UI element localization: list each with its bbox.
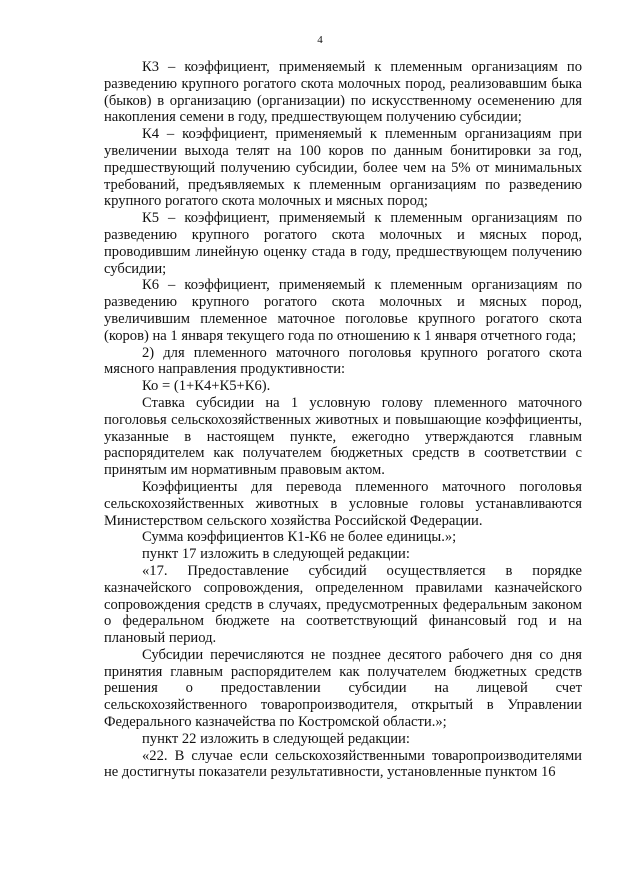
formula: Ко = (1+К4+К5+К6). — [142, 378, 271, 395]
paragraph-k6: К6 – коэффициент, применяемый к племенным организациям по разведению крупного рогатого скота молочных и мясных пород, увеличившим племенное маточное поголовье крупного рогатого скота (коров) на 1 января текущего года по отношению к 1 января отчетного года; — [104, 277, 582, 344]
paragraph-k5: К5 – коэффициент, применяемый к племенным организациям по разведению крупного рогатого скота молочных и мясных пород, проводившим линейную оценку стада в году, предшествующем получению субсидии; — [104, 210, 582, 277]
paragraph-item-22: «22. В случае если сельскохозяйственными товаропроизводителями не достигнуты показатели результативности, установленные пунктом 16 — [104, 747, 582, 781]
paragraph-k4: К4 – коэффициент, применяемый к племенным организациям при увеличении выхода телят на 100 коров по данным бонитировки за год, предшествующий получению субсидии, более чем на 5% от минимальных требований, предъявляемых к племенным организациям по разведению крупного рогатого скота молочных и мясных пород; — [104, 126, 582, 210]
paragraph-coefficient-sum: Сумма коэффициентов К1-К6 не более единицы.»; — [142, 529, 457, 546]
paragraph-item-22-intro: пункт 22 изложить в следующей редакции: — [142, 730, 410, 747]
paragraph-subsidy-transfer: Субсидии перечисляются не позднее десятого рабочего дня со дня принятия главным распорядителем как получателем бюджетных средств решения о предоставлении субсидии на лицевой счет сельскохозяйственного товаропроизводителя, открытый в Управлении Федерального казначейства по Костромской области.»; — [104, 646, 582, 731]
document-body — [104, 59, 582, 781]
paragraph-k3: К3 – коэффициент, применяемый к племенным организациям по разведению крупного рогатого скота молочных пород, реализовавшим быка (быков) в организацию (организации) по искусственному осеменению для накопления семени в году, предшествующем получению субсидии; — [104, 59, 582, 126]
paragraph-item-17: «17. Предоставление субсидий осуществляется в порядке казначейского сопровождения, определенном правилами казначейского сопровождения средств в случаях, предусмотренных федеральным законом о федеральном бюджете на соответствующий финансовый год и на плановый период. — [104, 562, 582, 647]
page-number: 4 — [317, 34, 323, 46]
paragraph-subsidy-rate: Ставка субсидии на 1 условную голову племенного маточного поголовья сельскохозяйственных животных и повышающие коэффициенты, указанные в настоящем пункте, ежегодно утверждаются главным распорядителем как получателем бюджетных средств в соответствии с принятым им нормативным правовым актом. — [104, 394, 582, 479]
paragraph-beef-cattle: 2) для племенного маточного поголовья крупного рогатого скота мясного направления продуктивности: — [104, 344, 582, 378]
paragraph-item-17-intro: пункт 17 изложить в следующей редакции: — [142, 546, 410, 563]
paragraph-conversion-coefficients: Коэффициенты для перевода племенного маточного поголовья сельскохозяйственных животных в условные головы устанавливаются Министерством сельского хозяйства Российской Федерации. — [104, 478, 582, 529]
